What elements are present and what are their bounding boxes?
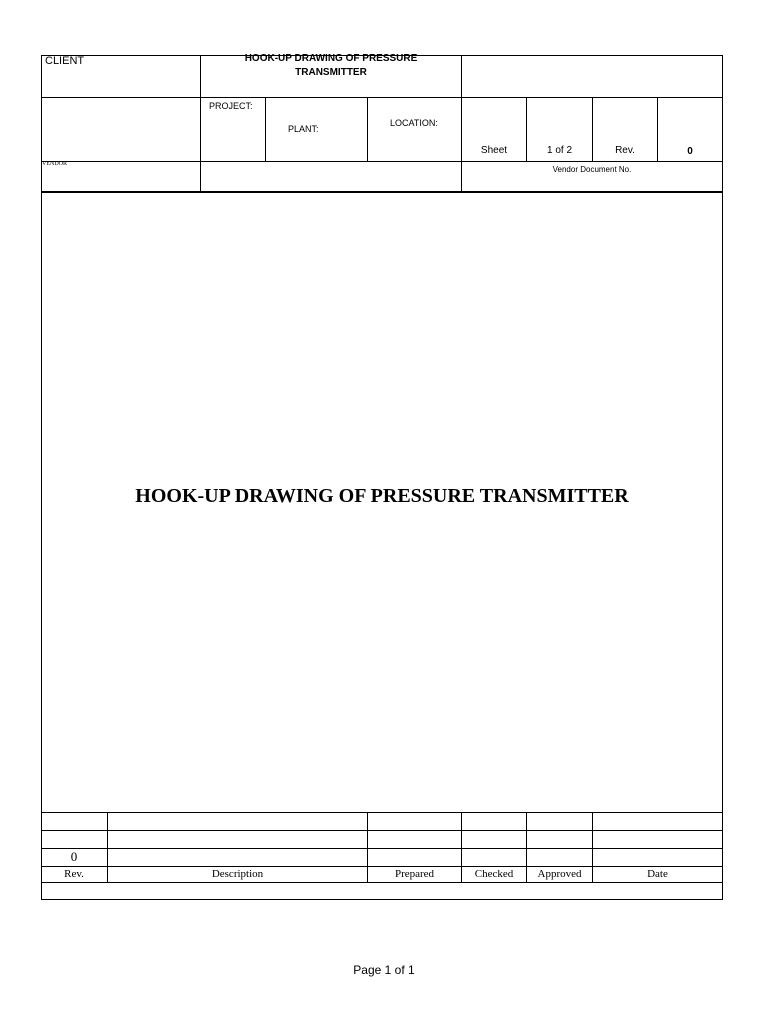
rev-col-checked: Checked bbox=[474, 868, 514, 880]
title-block-vline-d bbox=[367, 97, 368, 161]
title-block-bottom-border bbox=[41, 191, 723, 193]
title-block-divider-1 bbox=[41, 97, 723, 98]
vendor-document-label: Vendor Document No. bbox=[552, 165, 632, 174]
main-drawing-title: HOOK-UP DRAWING OF PRESSURE TRANSMITTER bbox=[135, 485, 629, 507]
rev-value: 0 bbox=[687, 146, 693, 157]
rev-col-prepared: Prepared bbox=[394, 868, 435, 880]
sheet-value: 1 of 2 bbox=[546, 145, 573, 156]
sheet-label: Sheet bbox=[480, 145, 508, 156]
rev-table-line-2 bbox=[41, 830, 723, 831]
sheet-frame bbox=[41, 55, 723, 900]
rev-table-line-1 bbox=[41, 812, 723, 813]
client-label: CLIENT bbox=[45, 55, 85, 67]
project-label: PROJECT: bbox=[209, 101, 253, 111]
title-block-divider-2 bbox=[41, 161, 723, 162]
vendor-label: VENDOR bbox=[42, 161, 67, 167]
rev-table-line-5 bbox=[41, 882, 723, 883]
page-number: Page 1 of 1 bbox=[353, 963, 415, 977]
rev-col-rev: Rev. bbox=[64, 868, 84, 880]
rev-table-line-3 bbox=[41, 848, 723, 849]
drawing-title-header bbox=[201, 52, 461, 80]
rev-col-description: Description bbox=[211, 868, 264, 880]
rev-table-line-4 bbox=[41, 866, 723, 867]
title-block-vline-c bbox=[265, 97, 266, 161]
rev-col-date: Date bbox=[647, 868, 668, 880]
rev-row-3-rev: 0 bbox=[70, 849, 78, 864]
rev-col-approved: Approved bbox=[537, 868, 582, 880]
plant-label: PLANT: bbox=[288, 124, 319, 134]
drawing-title-line2: TRANSMITTER bbox=[295, 67, 367, 78]
location-label: LOCATION: bbox=[390, 118, 438, 128]
drawing-title-line1: HOOK-UP DRAWING OF PRESSURE bbox=[244, 53, 418, 64]
rev-label: Rev. bbox=[615, 145, 635, 156]
